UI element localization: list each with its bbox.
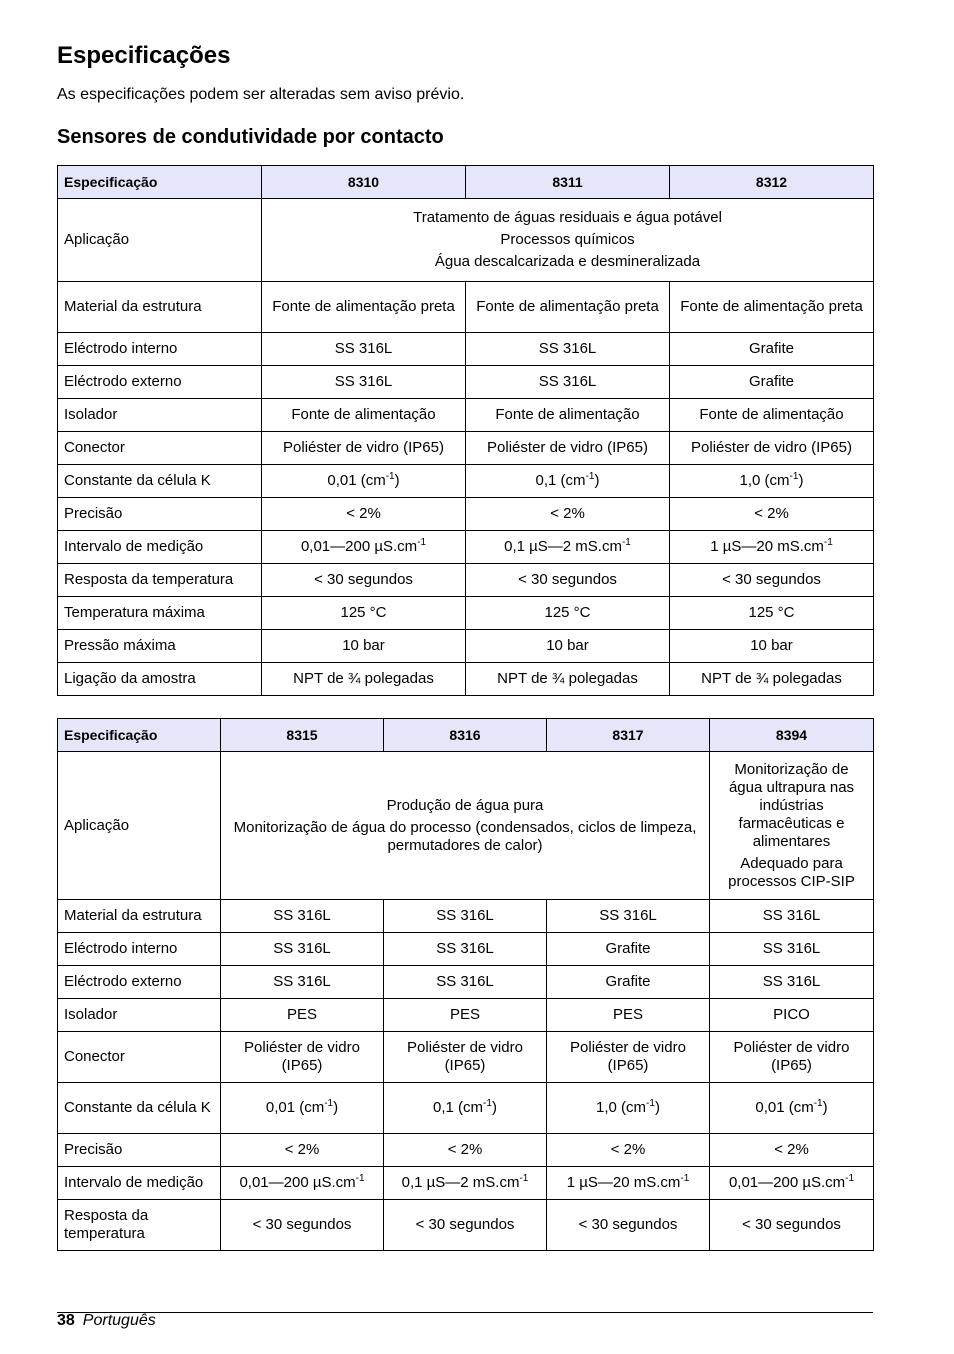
table-row xyxy=(58,199,874,282)
table-row xyxy=(58,399,874,432)
table-cell: Grafite xyxy=(547,966,710,999)
table-cell: Grafite xyxy=(670,333,874,366)
table-cell xyxy=(670,531,874,564)
table-cell: < 2% xyxy=(466,498,670,531)
table-row xyxy=(58,1167,874,1200)
table-cell xyxy=(547,1167,710,1200)
table-cell: 125 °C xyxy=(670,597,874,630)
table-cell: Fonte de alimentação xyxy=(670,399,874,432)
row-label: Constante da célula K xyxy=(58,465,262,498)
table-cell: < 30 segundos xyxy=(221,1200,384,1251)
cell-value: 1,0 (cm xyxy=(739,472,790,489)
table-cell: Poliéster de vidro (IP65) xyxy=(670,432,874,465)
application-cell xyxy=(262,199,874,282)
table-cell xyxy=(384,1083,547,1134)
cell-value: 0,1 µS—2 mS.cm xyxy=(504,538,622,555)
table-cell xyxy=(670,465,874,498)
application-cell xyxy=(221,752,710,900)
row-label: Intervalo de medição xyxy=(58,1167,221,1200)
header-cell: 8311 xyxy=(466,166,670,199)
row-label: Ligação da amostra xyxy=(58,663,262,696)
table-cell: Fonte de alimentação preta xyxy=(262,282,466,333)
table-cell: SS 316L xyxy=(710,900,874,933)
row-label: Aplicação xyxy=(58,199,262,282)
table-row xyxy=(58,432,874,465)
table-cell: Poliéster de vidro (IP65) xyxy=(262,432,466,465)
cell-exponent: -1 xyxy=(483,1098,492,1109)
cell-exponent: -1 xyxy=(845,1173,855,1184)
row-label: Isolador xyxy=(58,999,221,1032)
application-cell-8394 xyxy=(710,752,874,900)
table-row xyxy=(58,1200,874,1251)
table-header-row xyxy=(58,166,874,199)
table-cell xyxy=(710,1083,874,1134)
cell-exponent: -1 xyxy=(680,1173,690,1184)
cell-suffix: ) xyxy=(333,1099,339,1116)
cell-exponent: -1 xyxy=(385,471,395,482)
table-cell: Poliéster de vidro (IP65) xyxy=(221,1032,384,1083)
table-row xyxy=(58,752,874,900)
table-cell: < 2% xyxy=(221,1134,384,1167)
row-label: Resposta da temperatura xyxy=(58,564,262,597)
cell-suffix: ) xyxy=(491,1099,497,1116)
table-row xyxy=(58,966,874,999)
table-cell: < 2% xyxy=(547,1134,710,1167)
table-row xyxy=(58,1083,874,1134)
table-cell: PES xyxy=(221,999,384,1032)
header-cell: Especificação xyxy=(58,166,262,199)
row-label: Pressão máxima xyxy=(58,630,262,663)
section-title: Sensores de condutividade por contacto xyxy=(57,126,444,148)
table-row xyxy=(58,933,874,966)
table-cell: PES xyxy=(384,999,547,1032)
table-row xyxy=(58,531,874,564)
cell-suffix: ) xyxy=(654,1099,660,1116)
table-cell: 10 bar xyxy=(670,630,874,663)
table-row xyxy=(58,1134,874,1167)
cell-value: 0,01—200 µS.cm xyxy=(300,538,418,555)
table-cell: SS 316L xyxy=(221,966,384,999)
header-cell: 8310 xyxy=(262,166,466,199)
cell-value: 0,01 (cm xyxy=(327,472,386,489)
row-label: Temperatura máxima xyxy=(58,597,262,630)
cell-value: 1 µS—20 mS.cm xyxy=(710,538,824,555)
table-cell: < 30 segundos xyxy=(384,1200,547,1251)
cell-exponent: -1 xyxy=(621,537,631,548)
cell-suffix: ) xyxy=(822,1099,828,1116)
table-cell: < 2% xyxy=(710,1134,874,1167)
cell-exponent: -1 xyxy=(646,1098,655,1109)
table-cell: < 2% xyxy=(670,498,874,531)
row-label: Aplicação xyxy=(58,752,221,900)
footer-divider xyxy=(57,1312,873,1313)
table-row xyxy=(58,663,874,696)
table-cell: < 30 segundos xyxy=(466,564,670,597)
table-cell: PICO xyxy=(710,999,874,1032)
spec-table-1 xyxy=(57,165,874,696)
table-cell: 125 °C xyxy=(466,597,670,630)
table-cell: Fonte de alimentação preta xyxy=(670,282,874,333)
table-cell: NPT de ¾ polegadas xyxy=(262,663,466,696)
table-cell: 10 bar xyxy=(262,630,466,663)
table-cell: SS 316L xyxy=(466,366,670,399)
row-label: Eléctrodo interno xyxy=(58,933,221,966)
page-title: Especificações xyxy=(57,42,231,69)
cell-value: 0,01—200 µS.cm xyxy=(239,1174,356,1191)
table-cell: Fonte de alimentação preta xyxy=(466,282,670,333)
table-row xyxy=(58,465,874,498)
spec-table-2 xyxy=(57,718,874,1251)
table-row xyxy=(58,999,874,1032)
table-cell: PES xyxy=(547,999,710,1032)
table-cell: SS 316L xyxy=(221,933,384,966)
table-cell xyxy=(547,1083,710,1134)
cell-value: 0,1 (cm xyxy=(433,1099,484,1116)
table-cell: SS 316L xyxy=(710,966,874,999)
application-line: Monitorização de água ultrapura nas indústrias farmacêuticas e alimentares xyxy=(728,760,855,850)
row-label: Conector xyxy=(58,432,262,465)
row-label: Conector xyxy=(58,1032,221,1083)
application-line: Produção de água pura xyxy=(386,796,544,814)
table-cell: SS 316L xyxy=(466,333,670,366)
table-cell: SS 316L xyxy=(221,900,384,933)
row-label: Eléctrodo interno xyxy=(58,333,262,366)
header-cell: 8316 xyxy=(384,719,547,752)
row-label: Material da estrutura xyxy=(58,282,262,333)
cell-exponent: -1 xyxy=(324,1098,334,1109)
table-row xyxy=(58,498,874,531)
table-cell: SS 316L xyxy=(710,933,874,966)
table-cell xyxy=(262,465,466,498)
header-cell: 8312 xyxy=(670,166,874,199)
application-line: Monitorização de água do processo (condensados, ciclos de limpeza, permutadores de calor) xyxy=(233,818,697,854)
table-cell xyxy=(384,1167,547,1200)
header-cell: 8394 xyxy=(710,719,874,752)
row-label: Resposta da temperatura xyxy=(58,1200,221,1251)
table-cell: Poliéster de vidro (IP65) xyxy=(547,1032,710,1083)
table-cell: SS 316L xyxy=(262,366,466,399)
row-label: Material da estrutura xyxy=(58,900,221,933)
application-line: Adequado para processos CIP-SIP xyxy=(728,854,855,890)
table-row xyxy=(58,900,874,933)
cell-exponent: -1 xyxy=(789,471,799,482)
cell-value: 0,01—200 µS.cm xyxy=(728,1174,846,1191)
cell-value: 0,01 (cm xyxy=(755,1099,814,1116)
table-row xyxy=(58,1032,874,1083)
table-cell: Grafite xyxy=(547,933,710,966)
cell-value: 0,01 (cm xyxy=(265,1099,325,1116)
table-row xyxy=(58,597,874,630)
row-label: Eléctrodo externo xyxy=(58,366,262,399)
table-cell: Fonte de alimentação xyxy=(262,399,466,432)
table-row xyxy=(58,564,874,597)
cell-exponent: -1 xyxy=(355,1173,365,1184)
application-line: Processos químicos xyxy=(500,231,635,248)
table-cell: Poliéster de vidro (IP65) xyxy=(384,1032,547,1083)
cell-exponent: -1 xyxy=(585,471,595,482)
table-cell xyxy=(262,531,466,564)
table-cell: SS 316L xyxy=(262,333,466,366)
row-label: Constante da célula K xyxy=(58,1083,221,1134)
cell-value: 1,0 (cm xyxy=(596,1099,647,1116)
cell-value: 0,1 (cm xyxy=(535,472,586,489)
row-label: Precisão xyxy=(58,1134,221,1167)
application-line: Tratamento de águas residuais e água potável xyxy=(413,209,722,226)
row-label: Eléctrodo externo xyxy=(58,966,221,999)
cell-exponent: -1 xyxy=(823,537,833,548)
page-footer xyxy=(57,1312,156,1330)
table-cell: SS 316L xyxy=(384,900,547,933)
table-row xyxy=(58,366,874,399)
row-label: Precisão xyxy=(58,498,262,531)
table-cell: Poliéster de vidro (IP65) xyxy=(710,1032,874,1083)
cell-suffix: ) xyxy=(798,472,804,489)
table-cell: Poliéster de vidro (IP65) xyxy=(466,432,670,465)
cell-exponent: -1 xyxy=(417,537,427,548)
table-cell: Grafite xyxy=(670,366,874,399)
table-cell xyxy=(466,531,670,564)
table-cell: Fonte de alimentação xyxy=(466,399,670,432)
table-cell: < 30 segundos xyxy=(262,564,466,597)
table-cell: 125 °C xyxy=(262,597,466,630)
table-row xyxy=(58,282,874,333)
header-cell: 8317 xyxy=(547,719,710,752)
header-cell: 8315 xyxy=(221,719,384,752)
table-cell: < 2% xyxy=(262,498,466,531)
cell-exponent: -1 xyxy=(813,1098,823,1109)
row-label: Isolador xyxy=(58,399,262,432)
table-header-row xyxy=(58,719,874,752)
table-cell: < 30 segundos xyxy=(710,1200,874,1251)
footer-language: Português xyxy=(82,1312,156,1329)
table-cell: NPT de ¾ polegadas xyxy=(466,663,670,696)
table-cell: SS 316L xyxy=(384,933,547,966)
cell-suffix: ) xyxy=(594,472,600,489)
table-cell: < 30 segundos xyxy=(547,1200,710,1251)
intro-text: As especificações podem ser alteradas sem aviso prévio. xyxy=(57,86,465,103)
table-cell: < 30 segundos xyxy=(670,564,874,597)
table-cell: SS 316L xyxy=(384,966,547,999)
cell-suffix: ) xyxy=(394,472,400,489)
table-row xyxy=(58,333,874,366)
table-cell: NPT de ¾ polegadas xyxy=(670,663,874,696)
application-line: Água descalcarizada e desmineralizada xyxy=(434,253,701,270)
table-row xyxy=(58,630,874,663)
cell-value: 0,1 µS—2 mS.cm xyxy=(401,1174,520,1191)
table-cell xyxy=(221,1167,384,1200)
table-cell: SS 316L xyxy=(547,900,710,933)
table-cell xyxy=(710,1167,874,1200)
table-cell xyxy=(221,1083,384,1134)
table-cell: 10 bar xyxy=(466,630,670,663)
cell-exponent: -1 xyxy=(519,1173,529,1184)
table-cell xyxy=(466,465,670,498)
cell-value: 1 µS—20 mS.cm xyxy=(566,1174,681,1191)
row-label: Intervalo de medição xyxy=(58,531,262,564)
table-cell: < 2% xyxy=(384,1134,547,1167)
header-cell: Especificação xyxy=(58,719,221,752)
page-number: 38 xyxy=(57,1312,75,1329)
